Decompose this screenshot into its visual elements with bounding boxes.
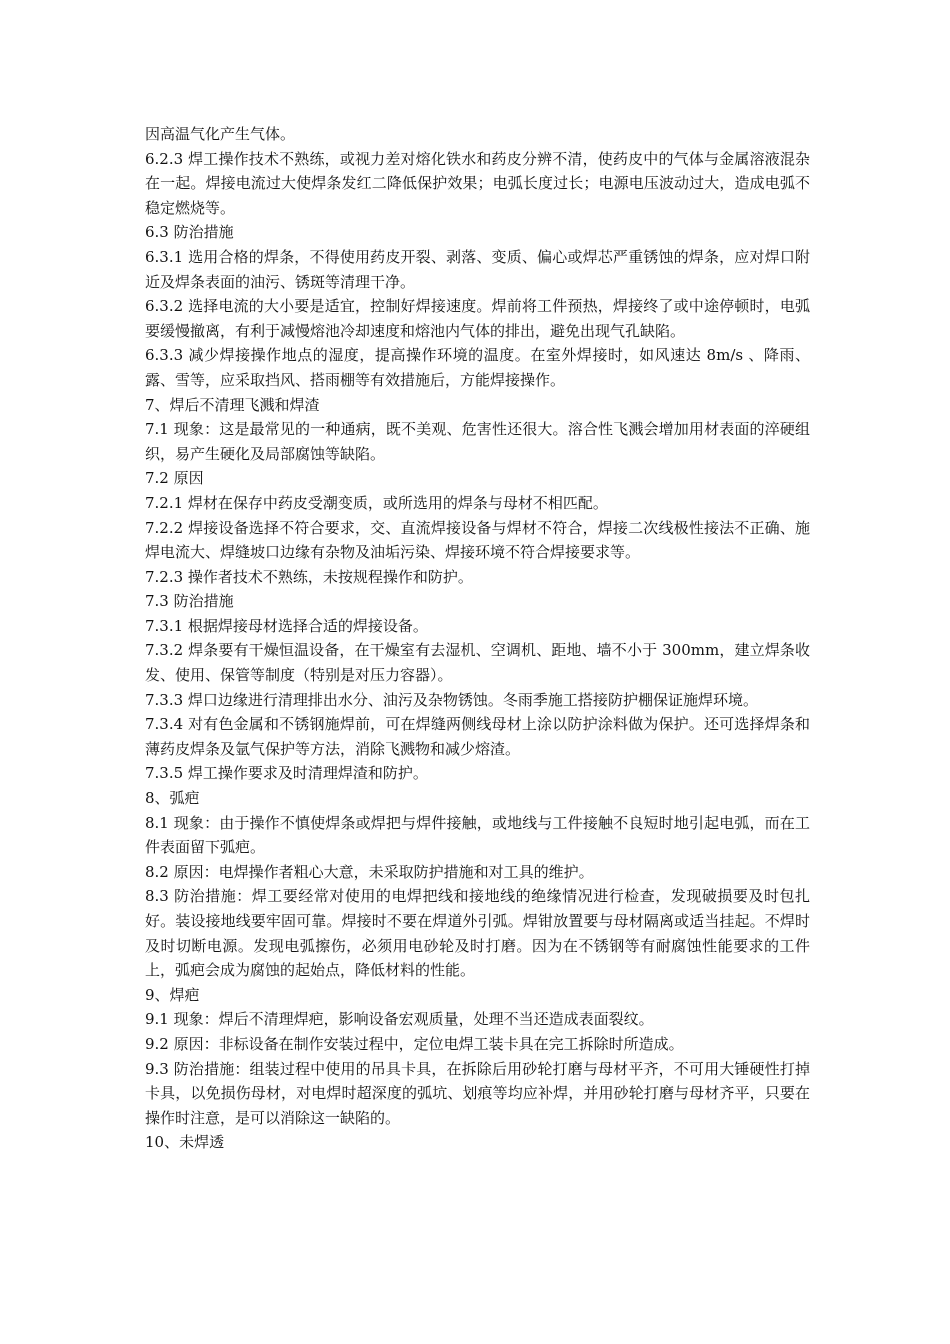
paragraph: 6.2.3 焊工操作技术不熟练，或视力差对熔化铁水和药皮分辨不清，使药皮中的气体与金属溶液混杂在一起。焊接电流过大使焊条发红二降低保护效果；电弧长度过长；电源电压波动过大，造成电弧不稳定燃烧等。 bbox=[145, 149, 810, 217]
paragraph: 7.2.3 操作者技术不熟练，未按规程操作和防护。 bbox=[145, 567, 473, 586]
section-heading: 7、焊后不清理飞溅和焊渣 bbox=[145, 395, 320, 414]
paragraph: 7.3.4 对有色金属和不锈钢施焊前，可在焊缝两侧线母材上涂以防护涂料做为保护。还可选择焊条和薄药皮焊条及氩气保护等方法，消除飞溅物和减少熔渣。 bbox=[145, 715, 810, 758]
section-heading: 9、焊疤 bbox=[145, 985, 200, 1004]
section-heading: 7.2 原因 bbox=[145, 469, 204, 488]
paragraph: 因高温气化产生气体。 bbox=[145, 125, 296, 143]
document-body bbox=[145, 122, 810, 1155]
paragraph: 8.1 现象：由于操作不慎使焊条或焊把与焊件接触，或地线与工件接触不良短时地引起电弧，而在工件表面留下弧疤。 bbox=[145, 813, 810, 857]
paragraph: 8.3 防治措施：焊工要经常对使用的电焊把线和接地线的绝缘情况进行检查，发现破损要及时包扎好。装设接地线要牢固可靠。焊接时不要在焊道外引弧。焊钳放置要与母材隔离或适当挂起。不焊时及时切断电源。发现电弧擦伤，必须用电砂轮及时打磨。因为在不锈钢等有耐腐蚀性能要求的工件上，弧疤会成为腐蚀的起始点，降低材料的性能。 bbox=[145, 887, 810, 980]
paragraph: 7.3.3 焊口边缘进行清理排出水分、油污及杂物锈蚀。冬雨季施工搭接防护棚保证施焊环境。 bbox=[145, 690, 758, 709]
paragraph: 7.2.1 焊材在保存中药皮受潮变质，或所选用的焊条与母材不相匹配。 bbox=[145, 493, 608, 512]
paragraph: 7.3.5 焊工操作要求及时清理焊渣和防护。 bbox=[145, 764, 428, 783]
paragraph: 9.2 原因：非标设备在制作安装过程中，定位电焊工装卡具在完工拆除时所造成。 bbox=[145, 1034, 684, 1053]
section-heading: 6.3 防治措施 bbox=[145, 223, 234, 242]
paragraph: 7.3.2 焊条要有干燥恒温设备，在干燥室有去湿机、空调机、距地、墙不小于 300mm，建立焊条收发、使用、保管等制度（特别是对压力容器）。 bbox=[145, 641, 810, 685]
section-heading: 7.3 防治措施 bbox=[145, 592, 234, 611]
paragraph: 9.3 防治措施：组装过程中使用的吊具卡具，在拆除后用砂轮打磨与母材平齐，不可用大锤硬性打掉卡具，以免损伤母材，对电焊时超深度的弧坑、划痕等均应补焊，并用砂轮打磨与母材齐平，只要在操作时注意，是可以消除这一缺陷的。 bbox=[145, 1059, 810, 1127]
paragraph: 7.2.2 焊接设备选择不符合要求，交、直流焊接设备与焊材不符合，焊接二次线极性接法不正确、施焊电流大、焊缝坡口边缘有杂物及油垢污染、焊接环境不符合焊接要求等。 bbox=[145, 518, 810, 562]
section-heading: 8、弧疤 bbox=[145, 789, 200, 808]
paragraph: 6.3.2 选择电流的大小要是适宜，控制好焊接速度。焊前将工件预热，焊接终了或中途停顿时，电弧要缓慢撤离，有利于减慢熔池冷却速度和熔池内气体的排出，避免出现气孔缺陷。 bbox=[145, 297, 810, 340]
paragraph: 7.1 现象：这是最常见的一种通病，既不美观、危害性还很大。溶合性飞溅会增加用材表面的淬硬组织，易产生硬化及局部腐蚀等缺陷。 bbox=[145, 420, 810, 463]
section-heading: 10、未焊透 bbox=[145, 1133, 225, 1152]
paragraph: 6.3.3 减少焊接操作地点的湿度，提高操作环境的温度。在室外焊接时，如风速达 8m/s 、降雨、露、雪等，应采取挡风、搭雨棚等有效措施后，方能焊接操作。 bbox=[145, 346, 810, 389]
paragraph: 6.3.1 选用合格的焊条，不得使用药皮开裂、剥落、变质、偏心或焊芯严重锈蚀的焊条，应对焊口附近及焊条表面的油污、锈斑等清理干净。 bbox=[145, 247, 810, 291]
paragraph: 8.2 原因：电焊操作者粗心大意，未采取防护措施和对工具的维护。 bbox=[145, 862, 594, 881]
paragraph: 9.1 现象：焊后不清理焊疤，影响设备宏观质量，处理不当还造成表面裂纹。 bbox=[145, 1010, 654, 1029]
paragraph: 7.3.1 根据焊接母材选择合适的焊接设备。 bbox=[145, 616, 428, 635]
